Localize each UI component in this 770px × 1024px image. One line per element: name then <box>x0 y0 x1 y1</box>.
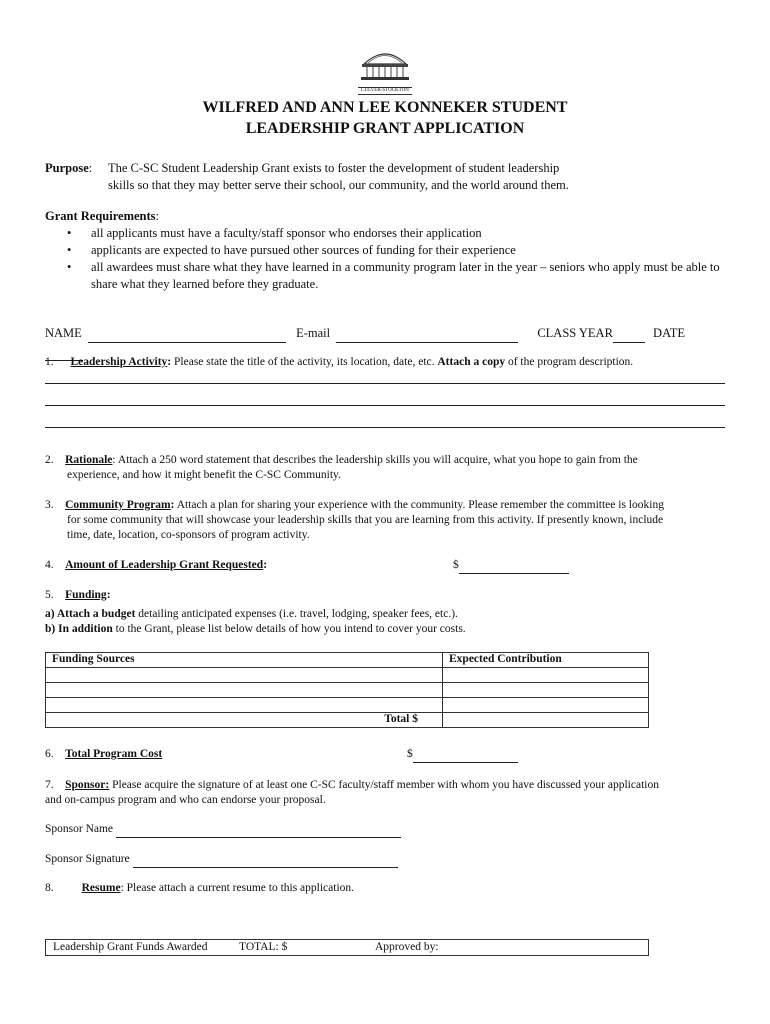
q1-label: Leadership Activity <box>70 356 168 368</box>
email-label: E-mail <box>296 326 331 340</box>
bullet-icon: • <box>67 260 72 274</box>
sponsor-signature-field[interactable] <box>133 852 398 868</box>
table-total-row[interactable] <box>46 713 649 728</box>
class-year-label: CLASS YEAR <box>537 326 613 340</box>
sponsor-signature-label: Sponsor Signature <box>45 853 130 865</box>
q1-answer-line[interactable] <box>45 427 725 428</box>
q8-label: Resume <box>81 882 121 894</box>
total-cost-field[interactable] <box>413 747 518 763</box>
q6-label: Total Program Cost <box>65 748 163 760</box>
logo-text: CULVER-STOCKTON <box>358 87 412 95</box>
office-use-box <box>45 939 649 956</box>
question-4: 4. Amount of Leadership Grant Requested: $ <box>45 558 735 573</box>
q3-label: Community Program <box>65 499 171 511</box>
q1-answer-line[interactable] <box>45 405 725 406</box>
funds-awarded-label: Leadership Grant Funds Awarded <box>53 941 208 953</box>
name-label: NAME <box>45 326 82 340</box>
sponsor-signature-row <box>45 852 398 868</box>
title-line-1: WILFRED AND ANN LEE KONNEKER STUDENT <box>202 99 568 116</box>
date-label: DATE <box>653 326 685 340</box>
title-line-2: LEADERSHIP GRANT APPLICATION <box>245 120 525 137</box>
requirement-item: • applicants are expected to have pursued other sources of funding for their experience <box>67 243 516 257</box>
q2-label: Rationale <box>65 454 113 466</box>
sponsor-name-row <box>45 822 401 838</box>
question-7: 7. Sponsor: Please acquire the signature of at least one C-SC faculty/staff member with whom you have discussed your application and on-campus program and who can endorse your proposal. <box>45 779 659 806</box>
sponsor-name-field[interactable] <box>116 822 401 838</box>
table-header-row <box>46 653 649 668</box>
college-logo <box>358 42 412 93</box>
question-2: 2. Rationale: Attach a 250 word statement that describes the leadership skills you will acquire, what you hope to gain from the experience, and how it might benefit the C-SC Community. <box>45 454 638 481</box>
requirements-section: Grant Requirements: • all applicants must have a faculty/staff sponsor who endorses their application • applicants are expected to have pursued other sources of funding for their experience • all awardees must share what they have learned in a community program later in the year – seniors who apply must be able to share what they learned before they graduate. <box>45 208 725 293</box>
table-row[interactable] <box>46 668 649 683</box>
purpose-line-1: The C-SC Student Leadership Grant exists to foster the development of student leadership <box>108 161 560 175</box>
bullet-icon: • <box>67 243 72 257</box>
q7-label: Sponsor: <box>65 779 110 791</box>
dome-icon <box>358 42 412 82</box>
sponsor-name-label: Sponsor Name <box>45 823 114 835</box>
total-awarded-label: TOTAL: $ <box>239 941 288 953</box>
purpose-line-2: skills so that they may better serve their school, our community, and the world around them. <box>108 178 569 192</box>
question-3: 3. Community Program: Attach a plan for sharing your experience with the community. Please remember the committee is looking for some community that will showcase your leadership skills that you are learning from this activity. If presently known, include time, date, location, co-sponsors of program activity. <box>45 499 664 541</box>
grant-amount-field[interactable] <box>459 558 569 574</box>
question-1: 1. Leadership Activity: Please state the title of the activity, its location, date, etc. Attach a copy of the program description. <box>45 356 634 368</box>
q4-label: Amount of Leadership Grant Requested <box>65 559 264 571</box>
email-field[interactable] <box>336 325 518 343</box>
class-year-field[interactable] <box>613 325 645 343</box>
total-label: Total $ <box>46 713 443 728</box>
q5-label: Funding <box>65 589 107 601</box>
requirement-item: • all awardees must share what they have learned in a community program later in the year – seniors who apply must be able to share what they learned before they graduate. <box>67 260 720 291</box>
approved-by-label: Approved by: <box>375 941 439 953</box>
requirements-label: Grant Requirements <box>45 209 156 223</box>
table-row[interactable] <box>46 683 649 698</box>
purpose-section: Purpose: The C-SC Student Leadership Grant exists to foster the development of student leadership skills so that they may better serve their school, our community, and the world around them. <box>45 160 725 194</box>
q1-answer-line[interactable] <box>45 383 725 384</box>
requirement-item: • all applicants must have a faculty/staff sponsor who endorses their application <box>67 226 482 240</box>
bullet-icon: • <box>67 226 72 240</box>
expected-contribution-header: Expected Contribution <box>443 653 649 668</box>
funding-sources-header: Funding Sources <box>46 653 443 668</box>
applicant-fields <box>45 325 725 342</box>
name-field[interactable] <box>88 325 286 343</box>
question-8: 8. Resume: Please attach a current resume to this application. <box>45 882 355 894</box>
question-5: 5. Funding: a) Attach a budget detailing anticipated expenses (i.e. travel, lodging, speaker fees, etc.). b) In addition to the Grant, please list below details of how you intend to cover your costs. <box>45 589 466 635</box>
question-6: 6. Total Program Cost $ <box>45 747 735 762</box>
funding-table <box>45 652 649 728</box>
purpose-label: Purpose <box>45 161 89 175</box>
table-row[interactable] <box>46 698 649 713</box>
